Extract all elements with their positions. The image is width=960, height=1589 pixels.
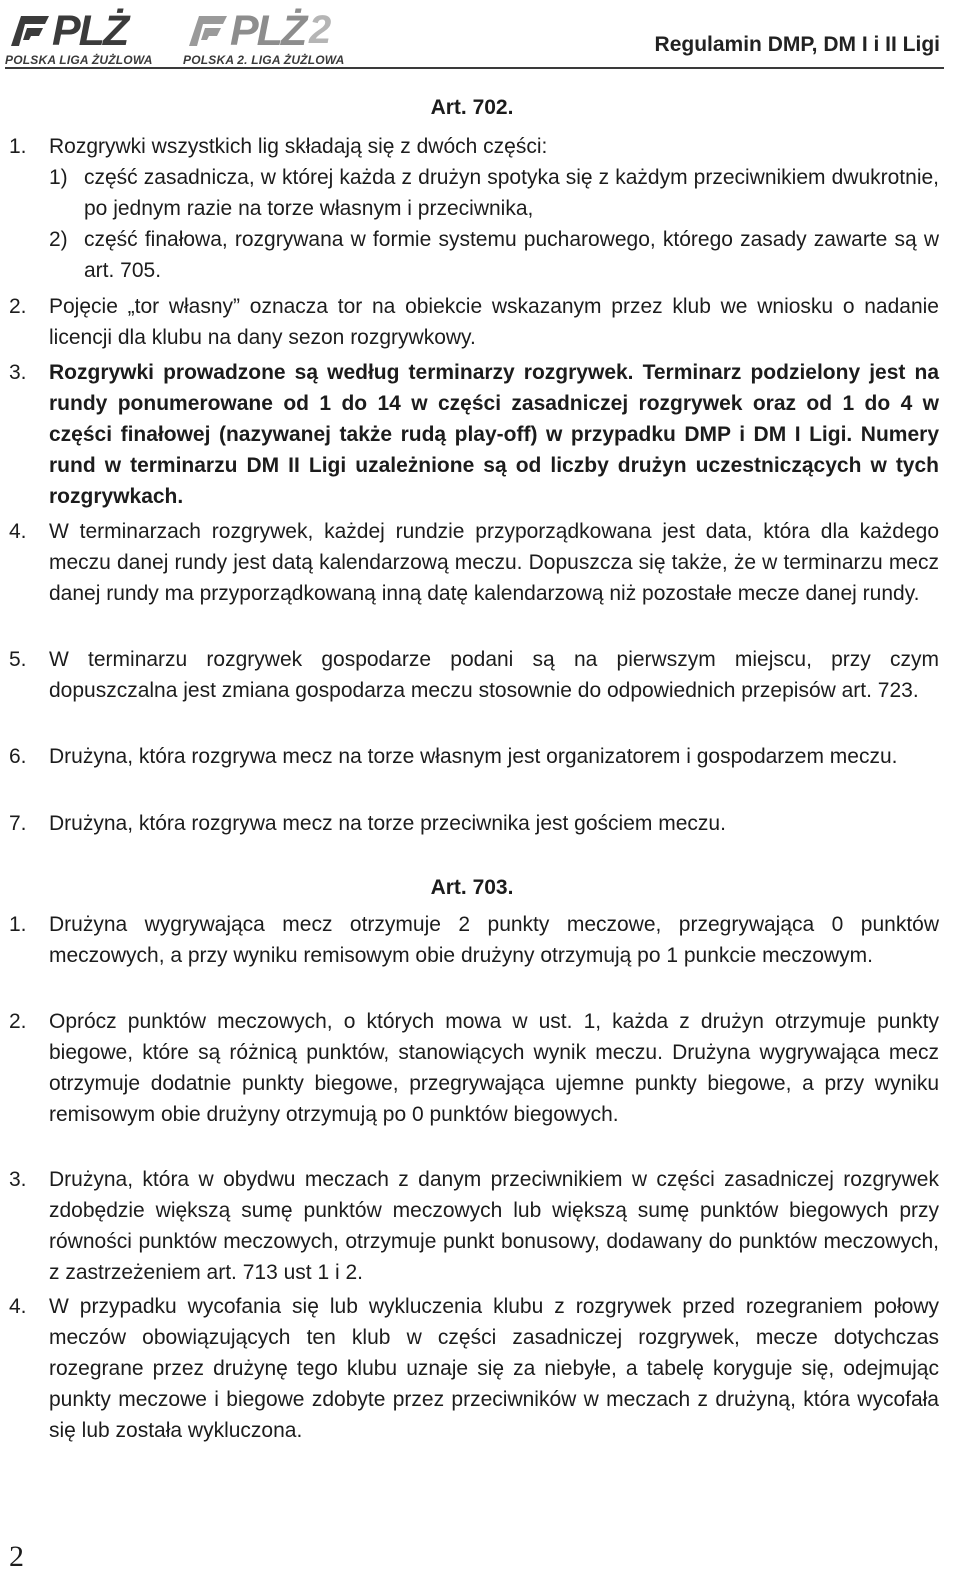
art703-p3: Drużyna, która w obydwu meczach z danym przeciwnikiem w części zasadniczej rozgrywek zdobędzie większą sumę punktów meczowych lub większą sumę punktów biegowych przy równości punktów meczowych, otrzymuje punkt bonusowy, dodawany do punktów meczowych, z zastrzeżeniem art. 713 ust 1 i 2. xyxy=(49,1168,939,1284)
logo2-tagline: POLSKA 2. LIGA ŻUŻLOWA xyxy=(183,53,345,67)
header-divider xyxy=(5,67,944,69)
list-item-number: 1) xyxy=(49,166,68,189)
logo-wordmark: PLŻ xyxy=(52,7,128,55)
logo-tagline: POLSKA LIGA ŻUŻLOWA xyxy=(5,53,153,67)
paragraph-number: 4. xyxy=(9,1295,27,1318)
page-number: 2 xyxy=(9,1540,24,1573)
paragraph-number: 3. xyxy=(9,361,27,384)
paragraph-number: 3. xyxy=(9,1168,27,1191)
art702-p7: Drużyna, która rozgrywa mecz na torze przeciwnika jest gościem meczu. xyxy=(49,812,726,835)
document-title: Regulamin DMP, DM I i II Ligi xyxy=(654,33,940,56)
art702-p5: W terminarzu rozgrywek gospodarze podani są na pierwszym miejscu, przy czym dopuszczalna jest zmiana gospodarza meczu stosownie do odpowiednich przepisów art. 723. xyxy=(49,648,939,702)
art702-p4: W terminarzach rozgrywek, każdej rundzie przyporządkowana jest data, która dla każdego meczu danej rundy jest datą kalendarzową meczu. Dopuszcza się także, że w terminarzu mecz danej rundy ma przyporządkowaną inną datę kalendarzową niż pozostałe mecze danej rundy. xyxy=(49,520,939,605)
paragraph-number: 1. xyxy=(9,135,27,158)
art702-p1-item-2 xyxy=(49,224,939,286)
paragraph-number: 6. xyxy=(9,745,27,768)
art702-p1-intro: Rozgrywki wszystkich lig składają się z dwóch części: xyxy=(49,135,548,158)
list-item-text: część finałowa, rozgrywana w formie systemu pucharowego, którego zasady zawarte są w art. 705. xyxy=(84,228,939,282)
paragraph-number: 1. xyxy=(9,913,27,936)
art703-p1: Drużyna wygrywająca mecz otrzymuje 2 punkty meczowe, przegrywająca 0 punktów meczowych, a przy wyniku remisowym obie drużyny otrzymują po 1 punkcie meczowym. xyxy=(49,913,939,967)
art702-p3: Rozgrywki prowadzone są według terminarzy rozgrywek. Terminarz podzielony jest na rundy ponumerowane od 1 do 14 w części zasadniczej rozgrywek oraz od 1 do 4 w części finałowej (nazywanej także rudą play-off) w przypadku DMP i DM I Ligi. Numery rund w terminarzu DM II Ligi uzależnione są od liczby drużyn uczestniczących w tych rozgrywkach. xyxy=(49,361,939,508)
page-header xyxy=(0,0,960,68)
paragraph-number: 2. xyxy=(9,1010,27,1033)
paragraph-number: 5. xyxy=(9,648,27,671)
art702-p6: Drużyna, która rozgrywa mecz na torze własnym jest organizatorem i gospodarzem meczu. xyxy=(49,745,898,768)
list-item-text: część zasadnicza, w której każda z drużyn spotyka się z każdym przeciwnikiem dwukrotnie, po jednym razie na torze własnym i przeciwnika, xyxy=(84,166,939,220)
art702-p1-item-1 xyxy=(49,162,939,224)
paragraph-number: 4. xyxy=(9,520,27,543)
logo2-wordmark: PLŻ xyxy=(230,7,306,55)
art702-p2: Pojęcie „tor własny” oznacza tor na obiekcie wskazanym przez klub we wniosku o nadanie licencji dla klubu na dany sezon rozgrywkowy. xyxy=(49,295,939,349)
paragraph-number: 2. xyxy=(9,295,27,318)
logo2-number: 2 xyxy=(309,8,332,52)
plz2-logo-mark-icon xyxy=(183,10,229,52)
article-703-heading: Art. 703. xyxy=(430,876,514,899)
art703-p4: W przypadku wycofania się lub wykluczenia klubu z rozgrywek przed rozegraniem połowy meczów obowiązujących ten klub w części zasadniczej rozgrywek, mecze dotychczas rozegrane przez drużynę tego klubu uznaje się za niebyłe, a tabelę koryguje się, odejmując punkty meczowe i biegowe zdobyte przez przeciwników w meczach z drużyną, która wycofała się lub została wykluczona. xyxy=(49,1295,939,1442)
article-702-heading: Art. 702. xyxy=(430,96,514,119)
paragraph-number: 7. xyxy=(9,812,27,835)
list-item-number: 2) xyxy=(49,228,68,251)
art703-p2: Oprócz punktów meczowych, o których mowa w ust. 1, każda z drużyn otrzymuje punkty biegowe, które są różnicą punktów, stanowiących wynik meczu. Drużyna wygrywająca mecz otrzymuje dodatnie punkty biegowe, przegrywająca ujemne punkty biegowe, a przy wyniku remisowym obie drużyny otrzymują po 0 punktów biegowych. xyxy=(49,1010,939,1126)
plz-logo-mark-icon xyxy=(5,10,51,52)
